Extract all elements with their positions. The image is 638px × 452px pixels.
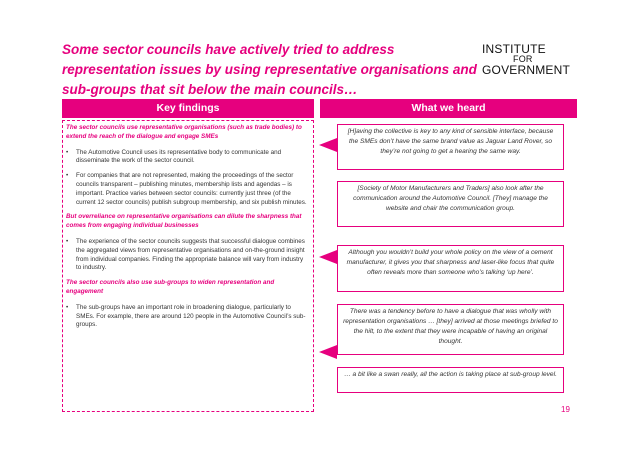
finding-bullet xyxy=(66,149,309,167)
quote-box: Although you wouldn’t build your whole policy on the view of a cement manufacturer, it gives you that sharpness and laser-like focus that quite often reveals more than someone who’s talking ‘up here’. xyxy=(337,245,564,292)
arrow-left-icon xyxy=(319,345,337,359)
bullet-marker: • xyxy=(66,172,69,180)
logo-line-2: FOR xyxy=(513,54,533,64)
bullet-text: The experience of the sector councils suggests that successful dialogue combines the aggregated views from representative organisations and on-the-ground insight from individual companies. Finding the appropriate balance will vary from industry to industry. xyxy=(76,237,305,272)
finding-heading: But overreliance on representative organisations can dilute the sharpness that comes from engaging individual businesses xyxy=(66,213,302,230)
bullet-text: The Automotive Council uses its representative body to communicate and disseminate the work of the sector council. xyxy=(76,148,282,165)
bullet-marker: • xyxy=(66,237,69,245)
quote-box: [Society of Motor Manufacturers and Traders] also look after the communication around the Automotive Council. [They] manage the website and chair the communication group. xyxy=(337,181,564,227)
institute-for-government-logo xyxy=(482,42,571,77)
arrow-left-icon xyxy=(319,250,337,264)
finding-heading: The sector councils also use sub-groups to widen representation and engagement xyxy=(66,279,275,295)
what-we-heard-header: What we heard xyxy=(320,99,577,118)
bullet-marker: • xyxy=(66,148,69,156)
page-title: Some sector councils have actively tried to address representation issues by using representative organisations and sub-groups that sit below the main councils… xyxy=(62,42,477,97)
finding-bullet xyxy=(66,172,309,207)
key-findings-panel xyxy=(62,120,314,412)
finding-heading: The sector councils use representative organisations (such as trade bodies) to extend the reach of the dialogue and engage SMEs xyxy=(66,124,302,140)
finding-bullet xyxy=(66,238,309,273)
quote-box: … a bit like a swan really, all the action is taking place at sub-group level. xyxy=(337,367,564,393)
finding-bullet xyxy=(66,304,309,330)
logo-line-1: INSTITUTE xyxy=(482,42,546,56)
logo-line-3: GOVERNMENT xyxy=(482,63,571,77)
bullet-text: The sub-groups have an important role in broadening dialogue, particularly to SMEs. For example, there are around 120 people in the Automotive Council’s sub-groups. xyxy=(76,303,306,329)
key-findings-header: Key findings xyxy=(62,99,314,118)
quote-box: [H]aving the collective is key to any kind of sensible interface, because the SMEs don’t have the same brand value as Jaguar Land Rover, so they’re not going to get a hearing the same way. xyxy=(337,124,564,170)
bullet-marker: • xyxy=(66,303,69,311)
quote-box: There was a tendency before to have a dialogue that was wholly with representation organisations … [they] arrived at those meetings briefed to the hilt, to the extent that they were incapable of having an original thought. xyxy=(337,304,564,355)
arrow-left-icon xyxy=(319,138,337,152)
page-number: 19 xyxy=(561,405,570,414)
bullet-text: For companies that are not represented, making the proceedings of the sector councils transparent – publishing minutes, membership lists and agendas – is important. Practice varies between sector councils: currently just three (of the current 12 sector councils) publish subgroup membership, and six publish minutes. xyxy=(76,172,307,206)
